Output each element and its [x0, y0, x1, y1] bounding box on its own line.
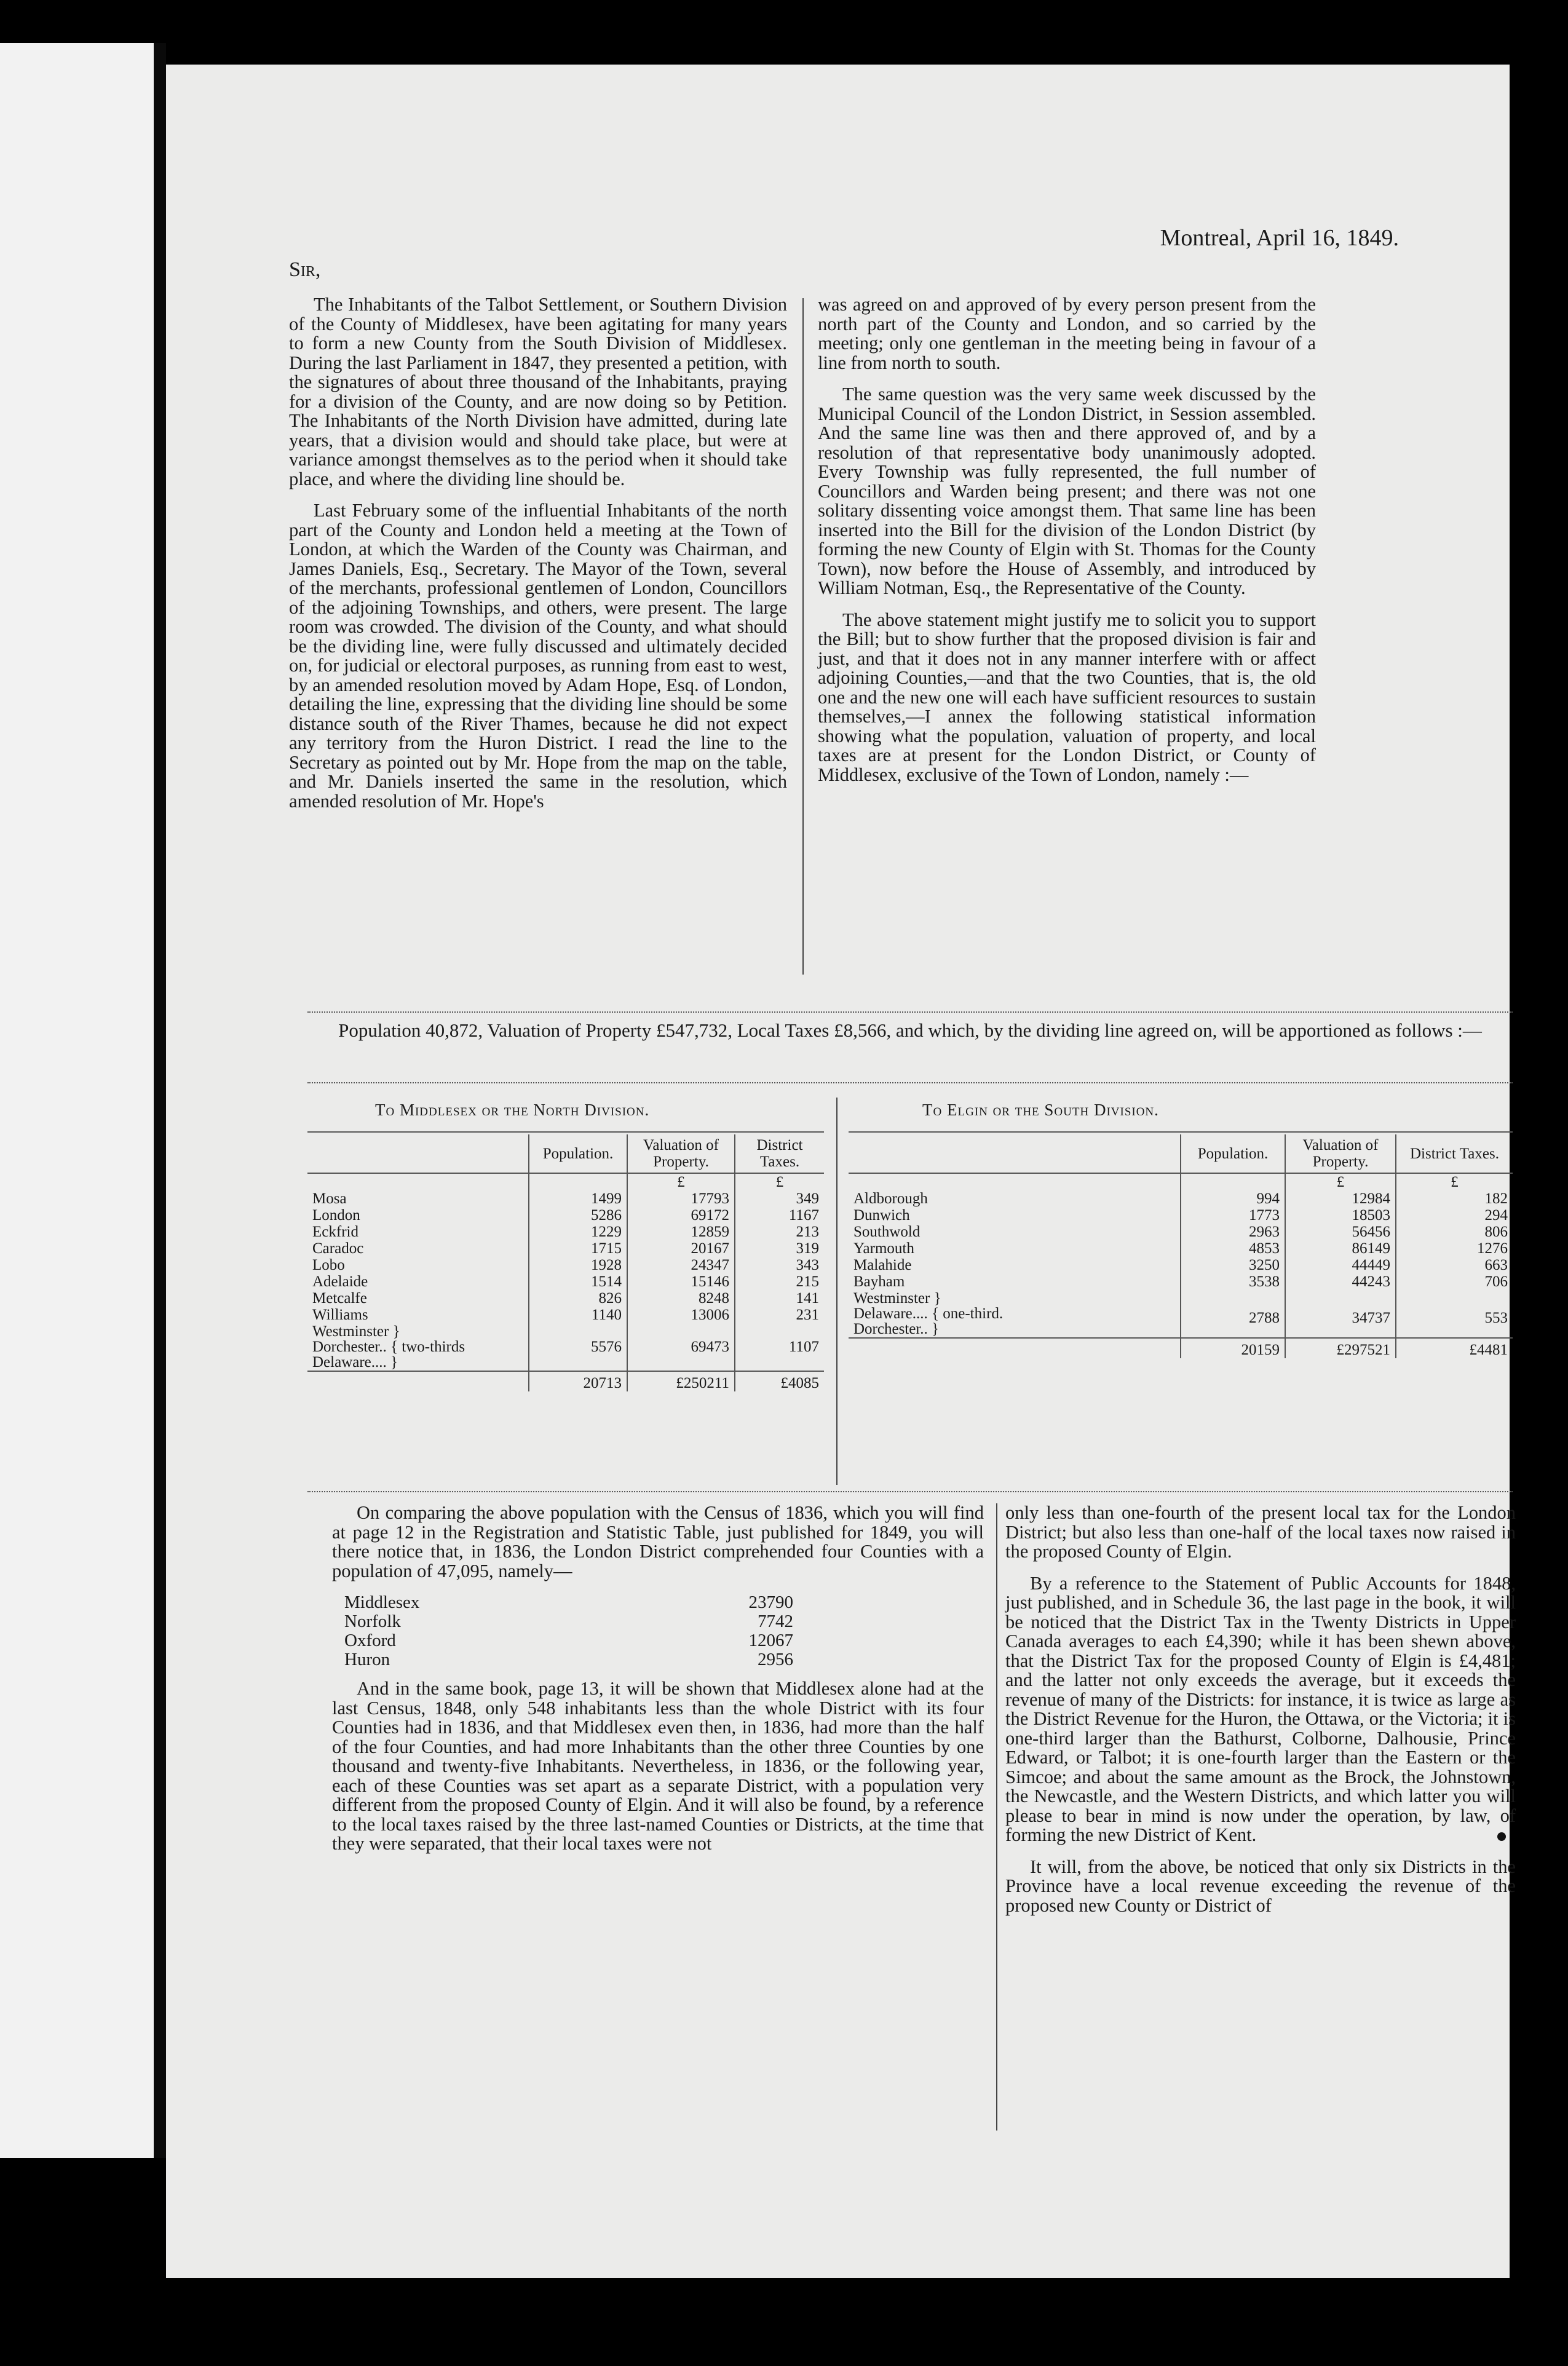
north-valuation-cell: 17793 — [627, 1190, 735, 1207]
county-population: 23790 — [748, 1593, 793, 1612]
south-table-row — [849, 1257, 1513, 1273]
county-row — [344, 1612, 793, 1631]
north-valuation-cell: 69172 — [627, 1207, 735, 1224]
south-valuation-cell: 18503 — [1285, 1207, 1396, 1224]
south-total-tax: £4481 — [1396, 1338, 1513, 1358]
south-table-row — [849, 1273, 1513, 1290]
south-valuation-cell: 44449 — [1285, 1257, 1396, 1273]
south-township-name: Aldborough — [853, 1190, 928, 1207]
south-valuation-cell: 86149 — [1285, 1240, 1396, 1257]
north-township-name: Eckfrid — [312, 1224, 358, 1240]
north-group-name: Westminster — [312, 1323, 389, 1340]
dateline: Montreal, April 16, 1849. — [1160, 225, 1399, 251]
north-taxes-cell: 349 — [735, 1190, 824, 1207]
rule-above-population — [307, 1011, 1513, 1013]
south-taxes-cell: 706 — [1396, 1273, 1513, 1290]
north-table-row — [307, 1307, 824, 1323]
north-table-row — [307, 1190, 824, 1207]
north-population-cell: 1514 — [529, 1273, 627, 1290]
north-township-name: Mosa — [312, 1190, 347, 1207]
ink-mark — [1497, 1832, 1506, 1841]
census-1836-list — [344, 1593, 793, 1669]
county-name: Huron — [344, 1650, 390, 1669]
south-taxes-cell: 294 — [1396, 1207, 1513, 1224]
county-name: Oxford — [344, 1631, 396, 1650]
north-township-name: Caradoc — [312, 1240, 364, 1257]
right-paragraph-1: was agreed on and approved of by every person present from the north part of the County and London, and so carried by the meeting; only one gentleman in the meeting being in favour of a line from north to south. — [818, 294, 1316, 373]
south-group-row: Westminster } Delaware.... { one-third. Dorchester.. } — [853, 1290, 1004, 1337]
south-col-population: Population. — [1181, 1134, 1285, 1173]
north-group-val: 69473 — [627, 1323, 735, 1371]
north-table-row — [307, 1290, 824, 1307]
right-paragraph-2: The same question was the very same week discussed by the Municipal Council of the London District, in Session assembled. And the same line was then and there approved of, and by a resolution of that representative body unanimously adopted. Every Township was fully represented, the full number of Councillors and Warden being present; and there was not one solitary dissenting voice amongst them. That same line has been inserted into the Bill for the division of the London District (by forming the new County of Elgin with St. Thomas for the County Town), now before the House of Assembly, and introduced by William Notman, Esq., the Representative of the County. — [818, 384, 1316, 598]
south-group-name: Westminster — [853, 1290, 930, 1307]
south-taxes-cell: 182 — [1396, 1190, 1513, 1207]
north-taxes-cell: 141 — [735, 1290, 824, 1307]
north-col-valuation: Valuation of Property. — [627, 1134, 735, 1173]
north-taxes-cell: 1167 — [735, 1207, 824, 1224]
north-group-row: Westminster } Dorchester.. { two-thirds Delaware.... } — [312, 1323, 465, 1371]
north-population-cell: 826 — [529, 1290, 627, 1307]
south-population-cell: 2963 — [1181, 1224, 1285, 1240]
north-taxes-cell: 215 — [735, 1273, 824, 1290]
south-population-cell: 994 — [1181, 1190, 1285, 1207]
north-population-cell: 1229 — [529, 1224, 627, 1240]
lower-left-paragraph-2: And in the same book, page 13, it will be shown that Middlesex alone had at the last Census, 1848, only 548 inhabitants less than the whole District with its four Counties had in 1836, and that Middlesex even then, in 1836, had more than the half of the four Counties, and had more Inhabitants than the other three Counties by one thousand and twenty-five Inhabitants. Nevertheless, in 1836, or the following year, each of these Counties was set apart as a separate District, with a population very different from the proposed County of Elgin. And it will also be found, by a reference to the local taxes raised by the three last-named Counties or Districts, at the time that they were separated, that their local taxes were not — [332, 1678, 984, 1854]
south-group-tax: 553 — [1396, 1290, 1513, 1338]
north-valuation-cell: 8248 — [627, 1290, 735, 1307]
right-column — [818, 295, 1316, 797]
north-population-cell: 5286 — [529, 1207, 627, 1224]
left-paragraph-2: Last February some of the influential Inhabitants of the north part of the County and London held a meeting at the Town of London, at which the Warden of the County was Chairman, and James Daniels, Esq., Secretary. The Mayor of the Town, several of the merchants, professional gentlemen of London, Councillors of the adjoining Townships, and others, were present. The large room was crowded. The division of the County, and what should be the dividing line, were fully discussed and ultimately decided on, for judicial or electoral purposes, as running from east to west, by an amended resolution moved by Adam Hope, Esq. of London, detailing the line, expressing that the dividing line should be some distance south of the River Thames, because he did not expect any territory from the Huron District. I read the line to the Secretary as pointed out by Mr. Hope from the map on the table, and Mr. Daniels inserted the same in the resolution, which amended resolution of Mr. Hope's — [289, 500, 787, 812]
north-population-cell: 1715 — [529, 1240, 627, 1257]
north-group-label: two-thirds — [402, 1339, 465, 1355]
north-table-row — [307, 1224, 824, 1240]
north-group-pop: 5576 — [529, 1323, 627, 1371]
north-taxes-cell: 343 — [735, 1257, 824, 1273]
county-name: Norfolk — [344, 1612, 401, 1631]
north-population-cell: 1499 — [529, 1190, 627, 1207]
north-total-tax: £4085 — [735, 1371, 824, 1391]
south-group-pop: 2788 — [1181, 1290, 1285, 1338]
north-population-cell: 1928 — [529, 1257, 627, 1273]
north-valuation-cell: 13006 — [627, 1307, 735, 1323]
south-population-cell: 3250 — [1181, 1257, 1285, 1273]
south-township-name: Bayham — [853, 1273, 905, 1290]
rule-below-tables — [307, 1491, 1513, 1492]
north-total-val: £250211 — [627, 1371, 735, 1391]
south-taxes-cell: 806 — [1396, 1224, 1513, 1240]
salutation: Sir, — [289, 258, 321, 281]
north-table-row — [307, 1240, 824, 1257]
south-group-name: Delaware.... — [853, 1305, 928, 1322]
south-col-valuation: Valuation of Property. — [1285, 1134, 1396, 1173]
north-township-name: Adelaide — [312, 1273, 368, 1290]
county-population: 12067 — [748, 1631, 793, 1650]
county-row — [344, 1650, 793, 1669]
south-valuation-cell: 44243 — [1285, 1273, 1396, 1290]
north-population-cell: 1140 — [529, 1307, 627, 1323]
south-valuation-cell: 56456 — [1285, 1224, 1396, 1240]
north-township-name: London — [312, 1207, 360, 1224]
north-table-row — [307, 1257, 824, 1273]
column-divider-lower — [996, 1503, 997, 2131]
south-population-cell: 4853 — [1181, 1240, 1285, 1257]
south-unit-taxes: £ — [1396, 1173, 1513, 1190]
county-name: Middlesex — [344, 1593, 420, 1612]
rule-below-population — [307, 1082, 1513, 1083]
lower-right-paragraph-2: By a reference to the Statement of Public Accounts for 1848, just published, and in Schedule 36, the last page in the book, it will be noticed that the District Tax in the Twenty Districts in Upper Canada averages to each £4,390; while it has been shewn above, that the District Tax for the proposed County of Elgin is £4,481; and the latter not only exceeds the average, but it exceeds the revenue of many of the Districts: for instance, it is twice as large as the District Revenue for the Huron, the Ottawa, or the Victoria; it is one-third larger than the Bathurst, Colborne, Dalhousie, Prince Edward, or Talbot; it is one-fourth larger than the Eastern or the Simcoe; and about the same amount as the Brock, the Johnstown, the Newcastle, and the Western Districts, and which latter you will please to bear in mind is now under the operation, by law, of forming the new District of Kent. — [1005, 1572, 1516, 1845]
south-table-row — [849, 1224, 1513, 1240]
lower-left-column — [332, 1503, 984, 1866]
north-table — [307, 1134, 824, 1391]
population-line: Population 40,872, Valuation of Property £547,732, Local Taxes £8,566, and which, by the dividing line agreed on, will be apportioned as follows :— — [338, 1019, 1482, 1041]
lower-right-column — [1005, 1503, 1516, 1928]
north-table-title: To Middlesex or the North Division. — [375, 1101, 650, 1119]
county-row — [344, 1593, 793, 1612]
north-group-tax: 1107 — [735, 1323, 824, 1371]
facing-page-edge — [0, 43, 154, 2158]
north-col-population: Population. — [529, 1134, 627, 1173]
north-taxes-cell: 231 — [735, 1307, 824, 1323]
north-table-row — [307, 1207, 824, 1224]
column-divider-upper — [802, 298, 804, 975]
south-table — [849, 1134, 1513, 1358]
south-unit-valuation: £ — [1285, 1173, 1396, 1190]
south-taxes-cell: 1276 — [1396, 1240, 1513, 1257]
lower-right-paragraph-3: It will, from the above, be noticed that only six Districts in the Province have a local revenue exceeding the revenue of the proposed new County or District of — [1005, 1856, 1516, 1916]
north-township-name: Williams — [312, 1307, 368, 1323]
south-valuation-cell: 12984 — [1285, 1190, 1396, 1207]
south-table-title: To Elgin or the South Division. — [922, 1101, 1159, 1119]
south-group-val: 34737 — [1285, 1290, 1396, 1338]
north-taxes-cell: 213 — [735, 1224, 824, 1240]
south-total-val: £297521 — [1285, 1338, 1396, 1358]
south-population-cell: 3538 — [1181, 1273, 1285, 1290]
north-unit-valuation: £ — [627, 1173, 735, 1190]
south-table-top-rule — [849, 1131, 1513, 1133]
south-table-row — [849, 1240, 1513, 1257]
county-population: 7742 — [758, 1612, 793, 1631]
south-table-row — [849, 1207, 1513, 1224]
north-valuation-cell: 24347 — [627, 1257, 735, 1273]
south-population-cell: 1773 — [1181, 1207, 1285, 1224]
right-paragraph-3: The above statement might justify me to solicit you to support the Bill; but to show further that the proposed division is fair and just, and that it does not in any manner interfere with or affect adjoining Counties,—and that the two Counties, that is, the old one and the new one will each have sufficient resources to sustain themselves,—I annex the following statistical information showing what the population, valuation of property, and local taxes are at present for the London District, or County of Middlesex, exclusive of the Town of London, namely :— — [818, 609, 1316, 785]
south-taxes-cell: 663 — [1396, 1257, 1513, 1273]
north-township-name: Metcalfe — [312, 1290, 367, 1307]
county-population: 2956 — [758, 1650, 793, 1669]
north-group-name: Dorchester.. — [312, 1339, 387, 1355]
south-township-name: Dunwich — [853, 1207, 910, 1224]
south-group-label: one-third. — [943, 1305, 1004, 1322]
north-taxes-cell: 319 — [735, 1240, 824, 1257]
south-total-pop: 20159 — [1181, 1338, 1285, 1358]
county-row — [344, 1631, 793, 1650]
left-paragraph-1: The Inhabitants of the Talbot Settlement, or Southern Division of the County of Middlesex, have been agitating for many years to form a new County from the South Division of Middlesex. During the last Parliament in 1847, they presented a petition, with the signatures of about three thousand of the Inhabitants, praying for a division of the County, and are now doing so by Petition. The Inhabitants of the North Division have admitted, during late years, that a division would and should take place, but were at variance amongst themselves as to the period when it should take place, and where the dividing line should be. — [289, 294, 787, 489]
north-table-top-rule — [307, 1131, 824, 1133]
north-unit-taxes: £ — [735, 1173, 824, 1190]
north-total-pop: 20713 — [529, 1371, 627, 1391]
north-group-name: Delaware.... — [312, 1354, 387, 1371]
south-township-name: Yarmouth — [853, 1240, 914, 1257]
table-divider — [836, 1098, 837, 1485]
document-page — [166, 65, 1516, 2278]
north-col-taxes: District Taxes. — [735, 1134, 824, 1173]
south-col-taxes: District Taxes. — [1396, 1134, 1513, 1173]
north-township-name: Lobo — [312, 1257, 345, 1273]
south-table-row — [849, 1190, 1513, 1207]
lower-left-paragraph-1: On comparing the above population with the Census of 1836, which you will find at page 12 in the Registration and Statistic Table, just published for 1849, you will there notice that, in 1836, the London District comprehended four Counties with a population of 47,095, namely— — [332, 1502, 984, 1581]
north-valuation-cell: 15146 — [627, 1273, 735, 1290]
lower-right-paragraph-1: only less than one-fourth of the present local tax for the London District; but also less than one-half of the local taxes now raised in the proposed County of Elgin. — [1005, 1502, 1516, 1562]
left-column — [289, 295, 787, 823]
page-gutter — [154, 43, 166, 2158]
north-valuation-cell: 20167 — [627, 1240, 735, 1257]
south-township-name: Malahide — [853, 1257, 912, 1273]
south-group-name: Dorchester.. — [853, 1321, 928, 1337]
south-township-name: Southwold — [853, 1224, 921, 1240]
north-table-row — [307, 1273, 824, 1290]
north-valuation-cell: 12859 — [627, 1224, 735, 1240]
